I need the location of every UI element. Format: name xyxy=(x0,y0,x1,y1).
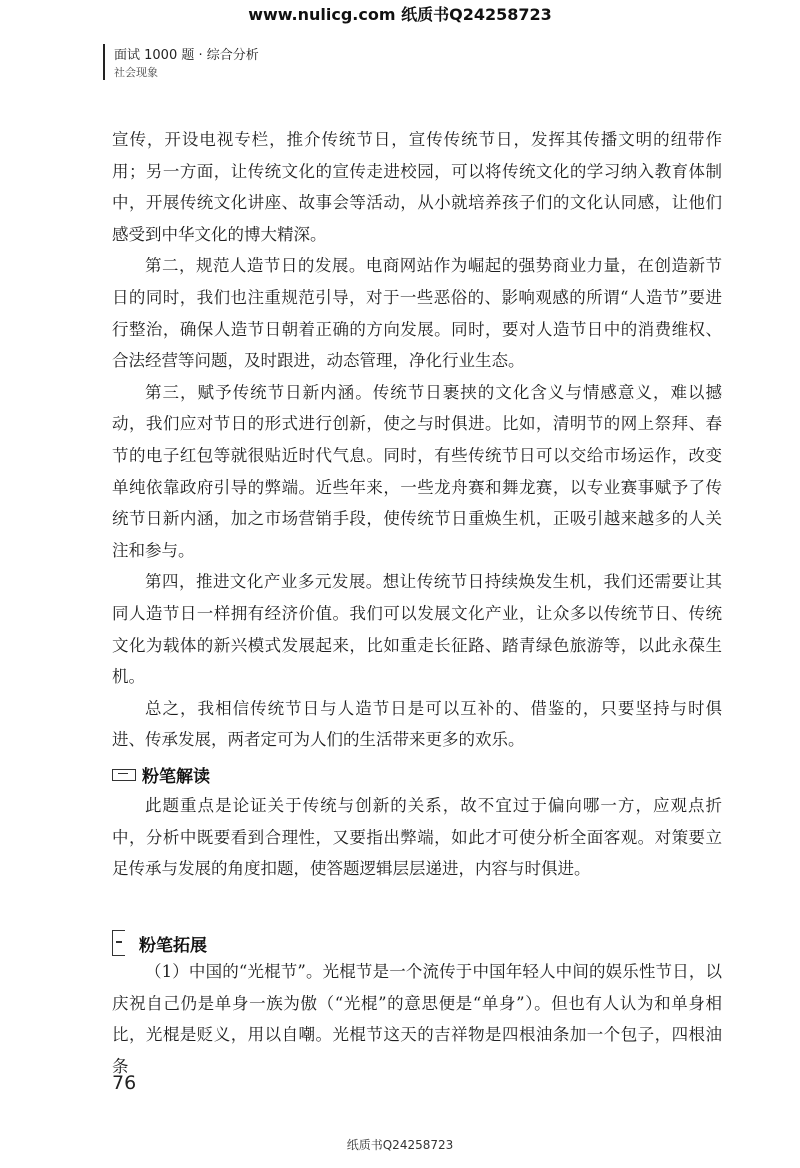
main-text-block xyxy=(112,124,722,756)
chalk-expand-icon xyxy=(112,930,125,956)
section-interpret-heading xyxy=(112,762,210,787)
book-title: 面试 1000 题 · 综合分析 xyxy=(114,48,259,63)
chalk-interpret-icon xyxy=(112,769,136,781)
watermark-bottom: 纸质书Q24258723 xyxy=(346,1138,454,1152)
section-interpret-body xyxy=(112,790,722,885)
header-divider xyxy=(103,44,105,80)
section-expand-title: 粉笔拓展 xyxy=(139,935,207,956)
section-expand-heading xyxy=(112,930,207,956)
expand-paragraph: （1）中国的“光棍节”。光棍节是一个流传于中国年轻人中间的娱乐性节日，以庆祝自己仍是单身一族为傲（“光棍”的意思便是“单身”）。但也有人认为和单身相比，光棍是贬义，用以自嘲。光棍节这天的吉祥物是四根油条加一个包子，四根油条 xyxy=(112,962,722,1076)
paragraph-fourth: 第四，推进文化产业多元发展。想让传统节日持续焕发生机，我们还需要让其同人造节日一样拥有经济价值。我们可以发展文化产业，让众多以传统节日、传统文化为载体的新兴模式发展起来，比如重走长征路、踏青绿色旅游等，以此永葆生机。 xyxy=(112,572,722,687)
chapter-subtitle: 社会现象 xyxy=(114,66,158,79)
section-expand-body xyxy=(112,956,722,1082)
paragraph-second: 第二，规范人造节日的发展。电商网站作为崛起的强势商业力量，在创造新节日的同时，我们也注重规范引导，对于一些恶俗的、影响观感的所谓“人造节”要进行整治，确保人造节日朝着正确的方向发展。同时，要对人造节日中的消费维权、合法经营等问题，及时跟进，动态管理，净化行业生态。 xyxy=(112,256,722,371)
paragraph-third: 第三，赋予传统节日新内涵。传统节日裹挟的文化含义与情感意义，难以撼动，我们应对节日的形式进行创新，使之与时俱进。比如，清明节的网上祭拜、春节的电子红包等就很贴近时代气息。同时，有些传统节日可以交给市场运作，改变单纯依靠政府引导的弊端。近些年来，一些龙舟赛和舞龙赛，以专业赛事赋予了传统节日新内涵，加之市场营销手段，使传统节日重焕生机，正吸引越来越多的人关注和参与。 xyxy=(112,382,722,560)
interpret-paragraph: 此题重点是论证关于传统与创新的关系，故不宜过于偏向哪一方，应观点折中，分析中既要看到合理性，又要指出弊端，如此才可使分析全面客观。对策要立足传承与发展的角度扣题，使答题逻辑层层递进，内容与时俱进。 xyxy=(112,796,722,879)
paragraph-conclusion: 总之，我相信传统节日与人造节日是可以互补的、借鉴的，只要坚持与时俱进、传承发展，两者定可为人们的生活带来更多的欢乐。 xyxy=(112,698,722,750)
watermark-top: www.nulicg.com 纸质书Q24258723 xyxy=(248,5,552,24)
page-number: 76 xyxy=(112,1072,137,1094)
paragraph-continuation: 宣传，开设电视专栏，推介传统节日，宣传传统节日，发挥其传播文明的纽带作用；另一方面，让传统文化的宣传走进校园，可以将传统文化的学习纳入教育体制中，开展传统文化讲座、故事会等活动，从小就培养孩子们的文化认同感，让他们感受到中华文化的博大精深。 xyxy=(112,130,722,244)
section-interpret-title: 粉笔解读 xyxy=(142,767,210,787)
